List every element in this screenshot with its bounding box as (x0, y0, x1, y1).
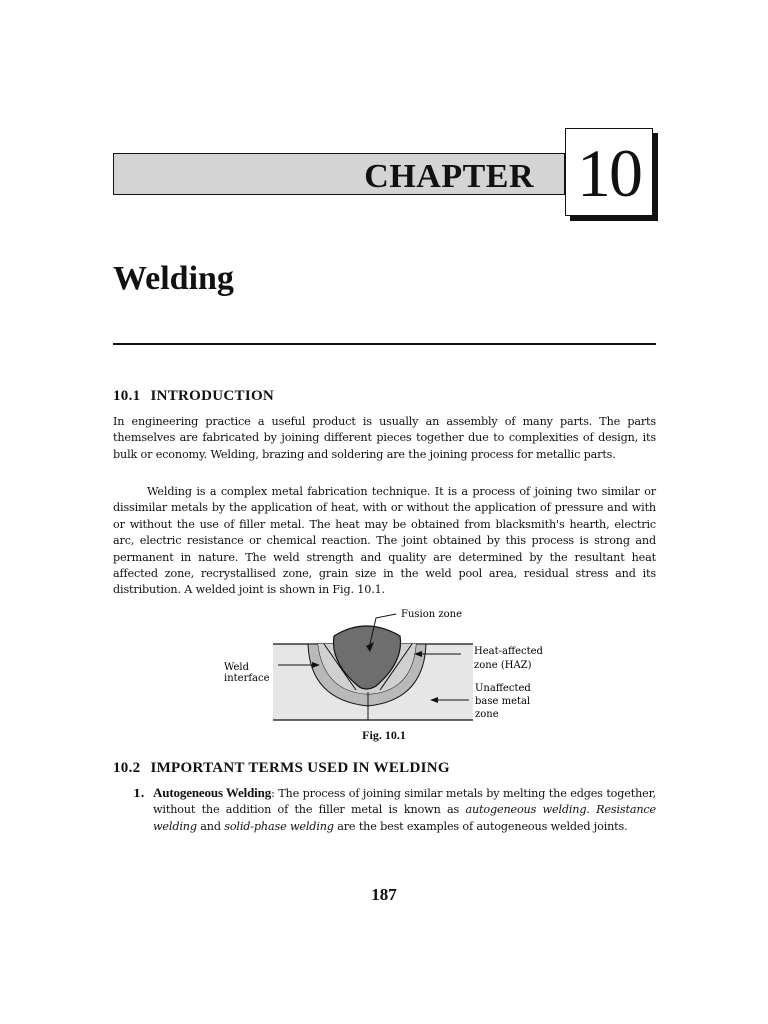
label-weld-interface-line2: interface (224, 673, 270, 684)
section-number: 10.2 (113, 760, 141, 776)
page-number: 187 (371, 885, 397, 904)
emphasis-resistance-welding: Resistance welding (153, 803, 657, 833)
chapter-number: 10 (577, 135, 641, 211)
title-rule (113, 343, 656, 345)
section-heading-introduction (113, 388, 274, 405)
section-title: INTRODUCTION (150, 388, 275, 404)
chapter-number-box (565, 128, 653, 216)
label-unaffected-line2: base metal (475, 696, 531, 707)
list-item-autogeneous-welding (133, 785, 656, 835)
definition-text-d: are the best examples of autogeneous welded joints. (333, 819, 628, 833)
chapter-title: Welding (113, 260, 234, 297)
definition-text-a: : The process of joining similar metals by melting the edges together, without the addition of the filler metal is known as (153, 787, 656, 817)
label-haz-line2: zone (HAZ) (474, 660, 532, 671)
intro-paragraph-1: In engineering practice a useful product is usually an assembly of many parts. The parts themselves are fabricated by joining different pieces together due to complexities of design, its bulk or economy. Welding, brazing and soldering are the joining process for metallic parts. (113, 415, 656, 461)
weld-joint-figure (216, 602, 556, 727)
section-heading-important-terms (113, 760, 450, 777)
figure-caption: Fig. 10.1 (362, 728, 406, 742)
section-number: 10.1 (113, 388, 141, 404)
label-unaffected-line1: Unaffected (475, 683, 531, 694)
term-autogeneous-welding: Autogeneous Welding (153, 785, 272, 800)
emphasis-autogeneous-welding: autogeneous welding (465, 803, 587, 817)
chapter-word: CHAPTER (364, 158, 534, 195)
label-unaffected-line3: zone (475, 709, 499, 720)
label-weld-interface-line1: Weld (224, 662, 249, 673)
label-haz-line1: Heat-affected (474, 646, 543, 657)
intro-paragraph-2: Welding is a complex metal fabrication technique. It is a process of joining two similar or dissimilar metals by the application of heat, with or without the application of pressure and with or without the use of filler metal. The heat may be obtained from blacksmith's hearth, electric arc, electric resistance or chemical reaction. The joint obtained by this process is strong and permanent in nature. The weld strength and quality are determined by the resultant heat affected zone, recrystallised zone, grain size in the weld pool area, residual stress and its distribution. A welded joint is shown in Fig. 10.1. (113, 485, 656, 597)
section-title: IMPORTANT TERMS USED IN WELDING (150, 760, 450, 776)
emphasis-solid-phase-welding: solid-phase welding (224, 819, 334, 833)
weld-joint-diagram (216, 602, 556, 727)
label-fusion-zone: Fusion zone (401, 609, 462, 620)
list-item-number: 1. (133, 786, 145, 800)
definition-text-b: . (586, 803, 597, 817)
chapter-banner (113, 153, 565, 195)
definition-text-c: and (196, 819, 225, 833)
